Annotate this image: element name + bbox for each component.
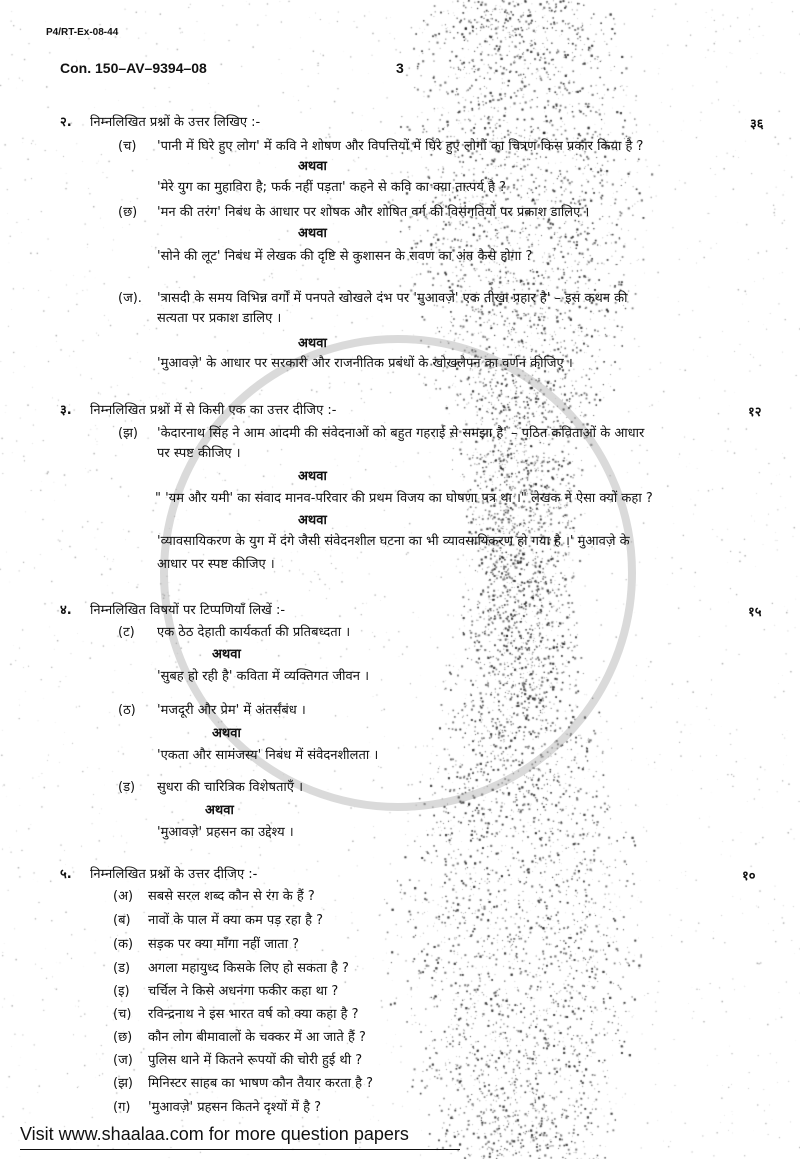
q2-item-label: (छ) (118, 205, 138, 220)
exam-code: Con. 150–AV–9394–08 (60, 60, 207, 76)
q5-item-text: सड़क पर क्या माँगा नहीं जाता ? (148, 937, 300, 952)
q2-item-text: 'मन की तरंग' निबंध के आधार पर शोषक और शोषित वर्ग की विसंगतियों पर प्रकाश डालिए । (157, 205, 590, 220)
q5-item-label: (च) (113, 1007, 132, 1022)
q5-number: ५. (60, 867, 72, 882)
q4-item-text: सुधरा की चारित्रिक विशेषताएँ । (157, 780, 304, 795)
q4-item-alt: 'सुबह हो रही है' कविता में व्यक्तिगत जीवन । (157, 669, 370, 684)
q5-item-label: (छ) (113, 1030, 133, 1045)
q2-item-text-cont: सत्यता पर प्रकाश डालिए । (157, 311, 282, 326)
q5-item-text: 'मुआवज़े' प्रहसन कितने दृश्यों में है ? (148, 1100, 322, 1115)
q5-item-label: (ब) (113, 913, 131, 928)
q5-item-label: (क) (113, 937, 134, 952)
q4-item-label: (ड) (118, 780, 136, 795)
q2-item-alt: 'मुआवज़े' के आधार पर सरकारी और राजनीतिक प्रबंधों के खोखलेपन का वर्णन कीजिए । (157, 356, 573, 371)
q5-item-text: रविन्द्रनाथ ने इस भारत वर्ष को क्या कहा है ? (148, 1007, 359, 1022)
q5-item-text: अगला महायुध्द किसके लिए हो सकता है ? (148, 961, 349, 976)
q4-item-label: (ट) (118, 625, 135, 640)
q4-item-text: 'मजदूरी और प्रेम' में अंतर्संबंध । (157, 703, 306, 718)
q5-marks: १० (742, 869, 756, 884)
q5-item-text: चर्चिल ने किसे अधनंगा फकीर कहा था ? (148, 984, 339, 999)
page-number: 3 (396, 60, 404, 76)
q3-item-text: 'केदारनाथ सिंह ने आम आदमी की संवेदनाओं को बहुत गहराई से समझा है' – पठित कविताओं के आधार (157, 426, 645, 441)
q3-item-text-cont: पर स्पष्ट कीजिए । (157, 446, 241, 461)
or-label: अथवा (298, 226, 327, 241)
q2-item-text: 'पानी में घिरे हुए लोग' में कवि ने शोषण और विपत्तियों में घिरे हुए लोगों का चित्रण किस प्रकार किया है ? (157, 139, 644, 154)
or-label: अथवा (205, 803, 234, 818)
q4-item-label: (ठ) (118, 703, 136, 718)
q5-title: निम्नलिखित प्रश्नों के उत्तर दीजिए :- (90, 867, 258, 882)
q3-alt-2: 'व्यावसायिकरण के युग में दंगे जैसी संवेदनशील घटना का भी व्यावसायिकरण हो गया है ।' मुआवज़े के (157, 534, 630, 549)
q3-number: ३. (60, 403, 72, 418)
q5-item-label: (अ) (113, 889, 134, 904)
q5-item-text: सबसे सरल शब्द कौन से रंग के हैं ? (148, 889, 315, 904)
q4-item-alt: 'मुआवज़े' प्रहसन का उद्देश्य । (157, 825, 294, 840)
q3-title: निम्नलिखित प्रश्नों में से किसी एक का उत्तर दीजिए :- (90, 403, 337, 418)
q5-item-label: (ज) (113, 1053, 133, 1068)
or-label: अथवा (298, 469, 327, 484)
footer-underline (20, 1149, 460, 1150)
q4-item-alt: 'एकता और सामंजस्य' निबंध में संवेदनशीलता । (157, 748, 379, 763)
footer-link-text[interactable]: Visit www.shaalaa.com for more question papers (20, 1124, 409, 1144)
q5-item-text: मिनिस्टर साहब का भाषण कौन तैयार करता है ? (148, 1076, 374, 1091)
q2-title: निम्नलिखित प्रश्नों के उत्तर लिखिए :- (90, 115, 261, 130)
q2-marks: ३६ (750, 117, 764, 132)
q5-item-label: (इ) (113, 984, 130, 999)
q5-item-label: (झ) (113, 1076, 133, 1091)
q5-item-text: नावों के पाल में क्या कम पड़ रहा है ? (148, 913, 324, 928)
q2-item-label: (ज). (118, 291, 142, 306)
q3-item-label: (झ) (118, 426, 138, 441)
or-label: अथवा (212, 647, 241, 662)
q2-item-alt: 'मेरे युग का मुहाविरा है; फर्क नहीं पड़ता' कहने से कवि का क्या तात्पर्य है ? (157, 180, 506, 195)
q5-item-text: पुलिस थाने में कितने रूपयों की चोरी हुई थी ? (148, 1053, 363, 1068)
q2-item-text: 'त्रासदी के समय विभिन्न वर्गों में पनपते खोखले दंभ पर 'मुआवज़े' एक तीखा प्रहार है' – इस कथन की (157, 291, 628, 306)
or-label: अथवा (298, 513, 327, 528)
q2-number: २. (60, 115, 72, 130)
q5-item-label: (ड) (113, 961, 131, 976)
or-label: अथवा (212, 726, 241, 741)
q2-item-alt: 'सोने की लूट' निबंध में लेखक की दृष्टि से कुशासन के रावण का अंत कैसे होगा ? (157, 249, 533, 264)
q4-marks: १५ (748, 605, 762, 620)
q5-item-text: कौन लोग बीमावालों के चक्कर में आ जाते हैं ? (148, 1030, 366, 1045)
q3-alt-2-cont: आधार पर स्पष्ट कीजिए । (157, 557, 275, 572)
paper-code: P4/RT-Ex-08-44 (46, 27, 119, 38)
q5-item-label: (ग) (113, 1100, 131, 1115)
q3-marks: १२ (748, 405, 762, 420)
q2-item-label: (च) (118, 139, 137, 154)
or-label: अथवा (298, 159, 327, 174)
q4-item-text: एक ठेठ देहाती कार्यकर्ता की प्रतिबध्दता । (157, 625, 351, 640)
or-label: अथवा (298, 336, 327, 351)
q3-alt-1: " 'यम और यमी' का संवाद मानव-परिवार की प्रथम विजय का घोषणा पत्र था ।" लेखक ने ऐसा क्यों कहा ? (155, 491, 653, 506)
q4-number: ४. (60, 603, 72, 618)
q4-title: निम्नलिखित विषयों पर टिप्पणियाँ लिखें :- (90, 603, 286, 618)
